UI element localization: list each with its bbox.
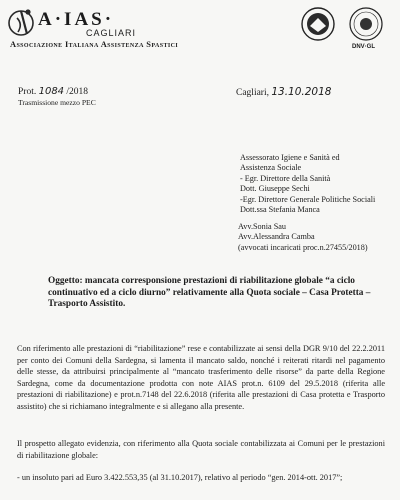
place: Cagliari, xyxy=(236,88,269,98)
body-paragraph: Con riferimento alle prestazioni di “riabilitazione” rese e contabilizzate ai sensi della DGR 9/10 del 22.2.2011 per conto dei Comuni della Sardegna, si lamenta il mancato saldo, nonché i reiterati ritardi nel pagamento delle stesse, da attribuirsi principalmente al “mancato trasferimento delle risorse” da parte della Regione Sardegna, come da documentazione prodotta con note AIAS prot.n. 6109 del 29.5.2018 (riferita alle prestazioni di riabilitazione) e prot.n.7148 del 22.6.2018 (riferita alle prestazioni di Casa protetta e Trasporto assistito) che si richiamano integralmente e si allegano alla presente. xyxy=(17,344,385,411)
logo-city: CAGLIARI xyxy=(86,28,137,38)
handwritten-date: 13.10.2018 xyxy=(271,86,332,98)
lawyers-block xyxy=(238,222,368,253)
body-paragraph: - un insoluto pari ad Euro 3.422.553,35 (al 31.10.2017), relativo al periodo “gen. 2014-ott. 2017”; xyxy=(17,473,343,482)
date-line xyxy=(236,86,331,98)
transmission-note: Trasmissione mezzo PEC xyxy=(18,98,96,107)
recipient-line: - Egr. Direttore della Sanità xyxy=(240,173,331,183)
dnv-certification-icon xyxy=(348,6,384,42)
protocol-prefix: Prot. xyxy=(18,87,37,97)
protocol-number: 1084 xyxy=(38,86,65,97)
dnv-label: DNV·GL xyxy=(352,44,375,50)
protocol-line xyxy=(18,86,88,97)
aias-logo-icon xyxy=(8,6,38,40)
body-paragraph: Il prospetto allegato evidenzia, con riferimento alla Quota sociale contabilizzata ai Comuni per le prestazioni di riabilitazione globale: xyxy=(17,439,385,460)
recipient-line: Dott. Giuseppe Sechi xyxy=(240,184,310,194)
recipient-line: -Egr. Direttore Generale Politiche Sociali xyxy=(240,194,376,204)
recipient-line: Dott.ssa Stefania Manca xyxy=(240,205,320,215)
protocol-year: /2018 xyxy=(66,87,89,97)
lawyer-line: Avv.Sonia Sau xyxy=(238,222,286,231)
recipient-line: Assistenza Sociale xyxy=(240,163,302,173)
logo-association-name: Associazione Italiana Assistenza Spastici xyxy=(10,40,179,49)
recipient-line: Assessorato Igiene e Sanità ed xyxy=(240,153,340,162)
subject-line: Oggetto: mancata corresponsione prestazioni di riabilitazione globale “a ciclo continuativo ed a ciclo diurno” relativamente alla Quota sociale – Casa Protetta – Trasporto Assistito. xyxy=(48,276,371,309)
recipient-block xyxy=(240,153,375,215)
certification-seal-icon xyxy=(300,6,336,42)
lawyer-line: (avvocati incaricati proc.n.27455/2018) xyxy=(238,242,368,252)
logo-title: A·IAS· xyxy=(38,9,115,30)
lawyer-line: Avv.Alessandra Camba xyxy=(238,232,315,242)
